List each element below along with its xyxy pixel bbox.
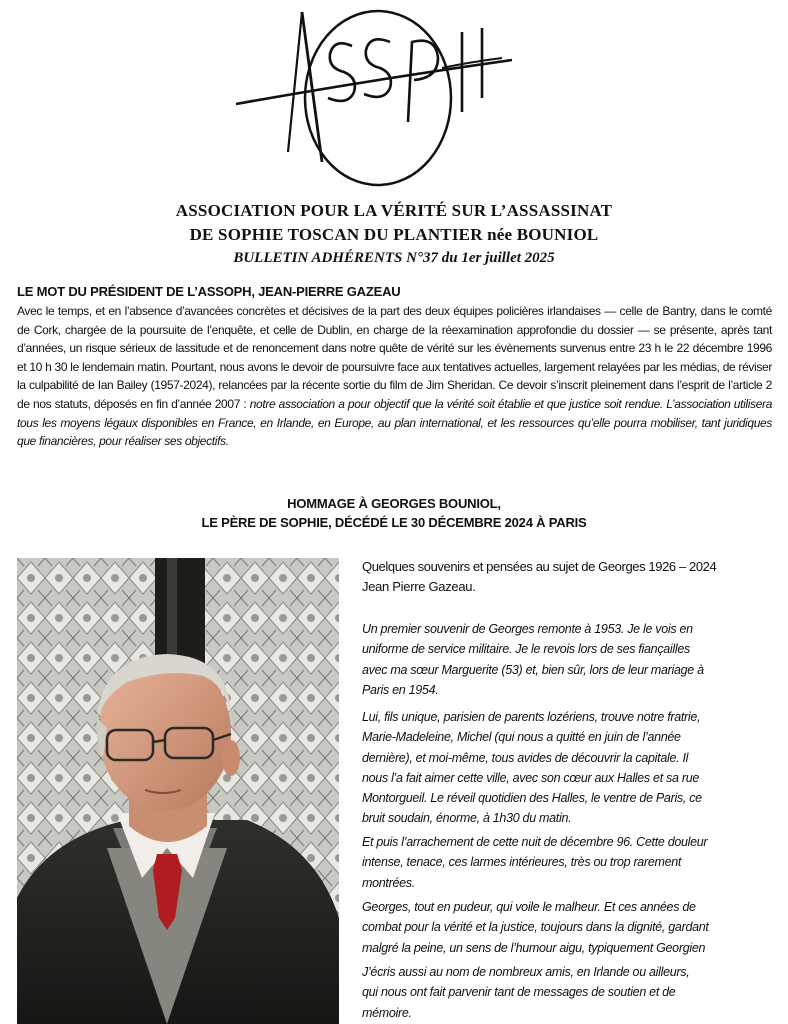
text-line: bruit soudain, énorme, à 1h30 du matin. [362,811,572,826]
president-heading: LE MOT DU PRÉSIDENT DE L’ASSOPH, JEAN-PIERRE GAZEAU [17,284,401,299]
text-line: mémoire. [362,1005,412,1020]
text-line: malgré la peine, un sens de l’humour aigu, typiquement Georgien [362,940,706,955]
bulletin-subtitle: BULLETIN ADHÉRENTS N°37 du 1er juillet 2025 [233,250,555,266]
text-line: Lui, fils unique, parisien de parents lozériens, trouve notre fratrie, [362,710,701,724]
text-line: Paris en 1954. [362,682,439,697]
georges-portrait-photo [17,558,339,1024]
souvenirs-author: Jean Pierre Gazeau. [362,579,476,594]
souvenirs-column [362,557,742,1020]
text-line: qui nous ont fait parvenir tant de messages de soutien et de [362,985,676,1000]
text-line: uniforme de service militaire. Je le revois lors de ses fiançailles [362,642,690,657]
text-line: Marie-Madeleine, Michel (qui nous a quitté en juin de l’année [362,730,681,745]
text-line: combat pour la vérité et la justice, toujours dans la dignité, gardant [362,920,709,935]
org-title-line2: DE SOPHIE TOSCAN DU PLANTIER née BOUNIOL [189,225,599,244]
text-line: Georges, tout en pudeur, qui voile le malheur. Et ces années de [362,900,696,914]
text-line: dernière), et moi-même, tous avides de découvrir la capitale. Il [362,750,689,765]
hommage-heading-line2: LE PÈRE DE SOPHIE, DÉCÉDÉ LE 30 DÉCEMBRE 2024 À PARIS [201,515,587,530]
hommage-heading-line1: HOMMAGE À GEORGES BOUNIOL, [287,496,501,511]
org-title-line1: ASSOCIATION POUR LA VÉRITÉ SUR L’ASSASSINAT [175,201,613,220]
souvenir-paragraph-5 [362,962,689,1023]
text-line: Et puis l’arrachement de cette nuit de décembre 96. Cette douleur [362,835,708,849]
souvenir-paragraph-3 [362,832,707,893]
text-line: montrées. [362,875,415,890]
text-line: nous l’a fait aimer cette ville, avec son cœur aux Halles et sa rue [362,770,699,785]
text-line: J’écris aussi au nom de nombreux amis, en Irlande ou ailleurs, [362,965,690,979]
text-line: avec ma sœur Marguerite (53) et, bien sûr, lors de leur mariage à [362,662,704,677]
text-line: Montorgueil. Le réveil quotidien des Halles, le ventre de Paris, ce [362,791,702,806]
souvenir-paragraph-2 [362,707,702,829]
assoph-logo-drawing [230,2,520,197]
president-paragraph [17,302,772,451]
statutes-quote: notre association a pour objectif que la vérité soit établie et que justice soit rendue. L’association utilisera tous les moyens légaux disponibles en France, en Irlande, en Europe, au plan international, et les ressources qu’elle pourra mobiliser, tant juridiques que financières, pour réaliser ses objectifs. [17,396,773,449]
souvenirs-title: Quelques souvenirs et pensées au sujet de Georges 1926 – 2024 [362,559,717,574]
text-line: intense, tenace, ces larmes intérieures, très ou trop rarement [362,855,682,870]
assoph-logo [230,2,520,197]
president-text: Avec le temps, et en l’absence d’avancées concrètes et décisives de la part des deux équipes policières irlandaises — celle de Bantry, dans le comté de Cork, chargée de la poursuite de l’enquête, et celle de Dublin, en charge de la réexamination approfondie du dossier — se présente, après tant d’années, un risque sérieux de lassitude et de renoncement dans notre quête de vérité sur les évènements survenus entre 23 h le 22 décembre 1996 et 10 h 30 le lendemain matin. Pourtant, nous avons le devoir de poursuivre face aux tentatives actuelles, largement relayées par les médias, de réviser la culpabilité de Ian Bailey (1957-2024), relancées par la récente sortie du film de Jim Sheridan. Ce devoir s’inscrit pleinement dans l’esprit de l’article 2 de nos statuts, déposés en fin d’année 2007 : [17,304,772,411]
souvenir-paragraph-4 [362,897,709,958]
souvenir-paragraph-1 [362,619,704,700]
text-line: Un premier souvenir de Georges remonte à 1953. Je le vois en [362,622,693,636]
